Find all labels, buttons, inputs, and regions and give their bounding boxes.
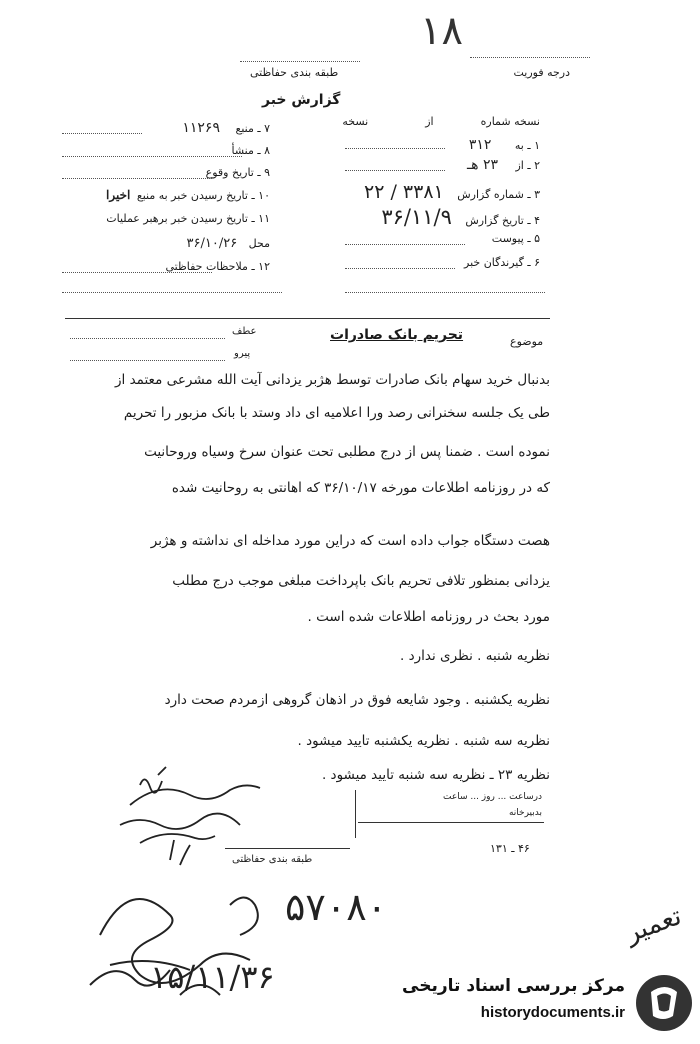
dotted-line: [62, 178, 212, 179]
field-label: ۱۲ ـ ملاحظات حفاظتی: [165, 260, 270, 273]
opinion-line: نظریه ۲۳ ـ نظریه سه شنبه تایید میشود .: [321, 767, 550, 783]
peyro-label: پیرو: [234, 348, 251, 359]
dotted-line: [345, 268, 455, 269]
field-location: [60, 236, 270, 251]
field-report-number: [320, 181, 540, 203]
handwritten-date: ۱۵/۱۱/۳۶: [150, 958, 275, 996]
field-received-by-ops: [60, 212, 270, 225]
handwritten-annotation-left: [100, 765, 313, 875]
opinion-line: نظریه شنبه . نظری ندارد .: [400, 648, 550, 664]
field-label: از: [425, 115, 434, 128]
body-line: یزدانی بمنظور تلافی تحریم بانک باپرداخت مبلغی موجب درج مطلب: [172, 573, 550, 589]
body-line: هصت دستگاه جواب داده است که دراین مورد مداخله ای نداشته و هژبر: [150, 533, 550, 549]
classification-line: [240, 60, 360, 62]
field-value: ۳۶/۱۱/۹: [381, 205, 452, 229]
report-title: گزارش خبر: [262, 92, 341, 108]
field-label: ۷ ـ منبع: [235, 122, 270, 135]
signature-scribble: [80, 875, 310, 1015]
watermark: [402, 970, 695, 1036]
page-number: ۱۸: [420, 8, 463, 54]
bottom-classification: طبقه بندی حفاظتی: [232, 854, 313, 865]
field-label: ۳ ـ شماره گزارش: [457, 188, 540, 201]
field-label: محل: [248, 237, 270, 250]
field-label: ۹ ـ تاریخ وقوع: [205, 166, 270, 179]
dotted-line: [62, 156, 242, 157]
dotted-line: [345, 292, 545, 293]
field-value: ۳۱۲: [468, 137, 492, 153]
dotted-line: [62, 272, 212, 273]
field-label: نسخه شماره: [480, 115, 540, 128]
field-label: ۱۱ ـ تاریخ رسیدن خبر برهبر عملیات: [106, 212, 270, 225]
priority-label: درجه فوریت: [513, 66, 570, 79]
received-stamp: [355, 790, 546, 838]
subject-label: موضوع: [510, 335, 544, 348]
field-value: ۳۶/۱۰/۲۶: [186, 236, 238, 251]
field-label: ۲ ـ از: [515, 159, 540, 172]
stamp-code: ۴۶ ـ ۱۳۱: [490, 842, 530, 855]
watermark-title: مرکز بررسی اسناد تاریخی: [402, 976, 625, 996]
field-label: ۶ ـ گیرندگان خبر: [464, 256, 540, 269]
stamp-line: درساعت ... روز ... ساعت: [443, 792, 542, 802]
atf-label: عطف: [232, 326, 257, 337]
dotted-line: [345, 148, 445, 149]
body-line: که در روزنامه اطلاعات مورخه ۳۶/۱۰/۱۷ که اهانتی به روحانیت شده: [171, 480, 550, 496]
dotted-line: [70, 338, 225, 339]
priority-line: [470, 56, 590, 58]
field-label: ۸ ـ منشأ: [231, 144, 270, 157]
watermark-logo-icon: [633, 972, 695, 1034]
field-label: ۵ ـ پیوست: [491, 232, 540, 245]
stamp-rule: [358, 822, 544, 823]
stamp-line: بدبیرخانه: [508, 808, 542, 818]
handwritten-side-mark: تعمیر: [621, 901, 686, 949]
subject-value: تحریم بانک صادرات: [330, 327, 464, 343]
body-line: طی یک جلسه سخنرانی رصد ورا اعلامیه ای داد وستد با بانک مزبور را تحریم: [123, 405, 550, 421]
separator: [65, 318, 550, 319]
body-line: نموده است . ضمنا پس از درج مطلبی تحت عنوان سرخ وسیاه وروحانیت: [144, 444, 550, 460]
field-label: ۴ ـ تاریخ گزارش: [465, 214, 540, 227]
field-report-date: [310, 205, 540, 229]
field-value: ۲۳ هـ: [467, 157, 498, 173]
field-label: ۱ ـ به: [514, 139, 540, 152]
opinion-line: نظریه یکشنبه . وجود شایعه فوق در اذهان گروهی ازمردم صحت دارد: [164, 692, 550, 708]
classification-label: طبقه بندی حفاظتی: [250, 66, 339, 79]
field-value: ۱۱۲۶۹: [182, 120, 220, 136]
field-label: ۱۰ ـ تاریخ رسیدن خبر به منبع: [136, 189, 270, 202]
opinion-line: نظریه سه شنبه . نظریه یکشنبه تایید میشود .: [297, 733, 550, 749]
field-received-by-source: [60, 188, 270, 202]
dotted-line: [70, 360, 225, 361]
field-to: [340, 137, 540, 153]
dotted-line: [62, 133, 142, 134]
dotted-line: [345, 170, 445, 171]
field-value: اخیرا: [106, 188, 131, 202]
dotted-line: [62, 292, 282, 293]
body-line: مورد بحث در روزنامه اطلاعات شده است .: [307, 609, 550, 625]
field-label: نسخه: [342, 115, 369, 128]
field-value: ۳۳۸۱ / ۲۲: [364, 181, 444, 203]
handwritten-number: ۵۷۰۸۰: [285, 885, 388, 929]
watermark-url: historydocuments.ir: [480, 1004, 625, 1021]
field-copy-number: [340, 115, 540, 128]
body-line: بدنبال خرید سهام بانک صادرات توسط هژبر یزدانی آیت الله مشرعی معتمد از: [115, 372, 550, 388]
dotted-line: [345, 244, 465, 245]
